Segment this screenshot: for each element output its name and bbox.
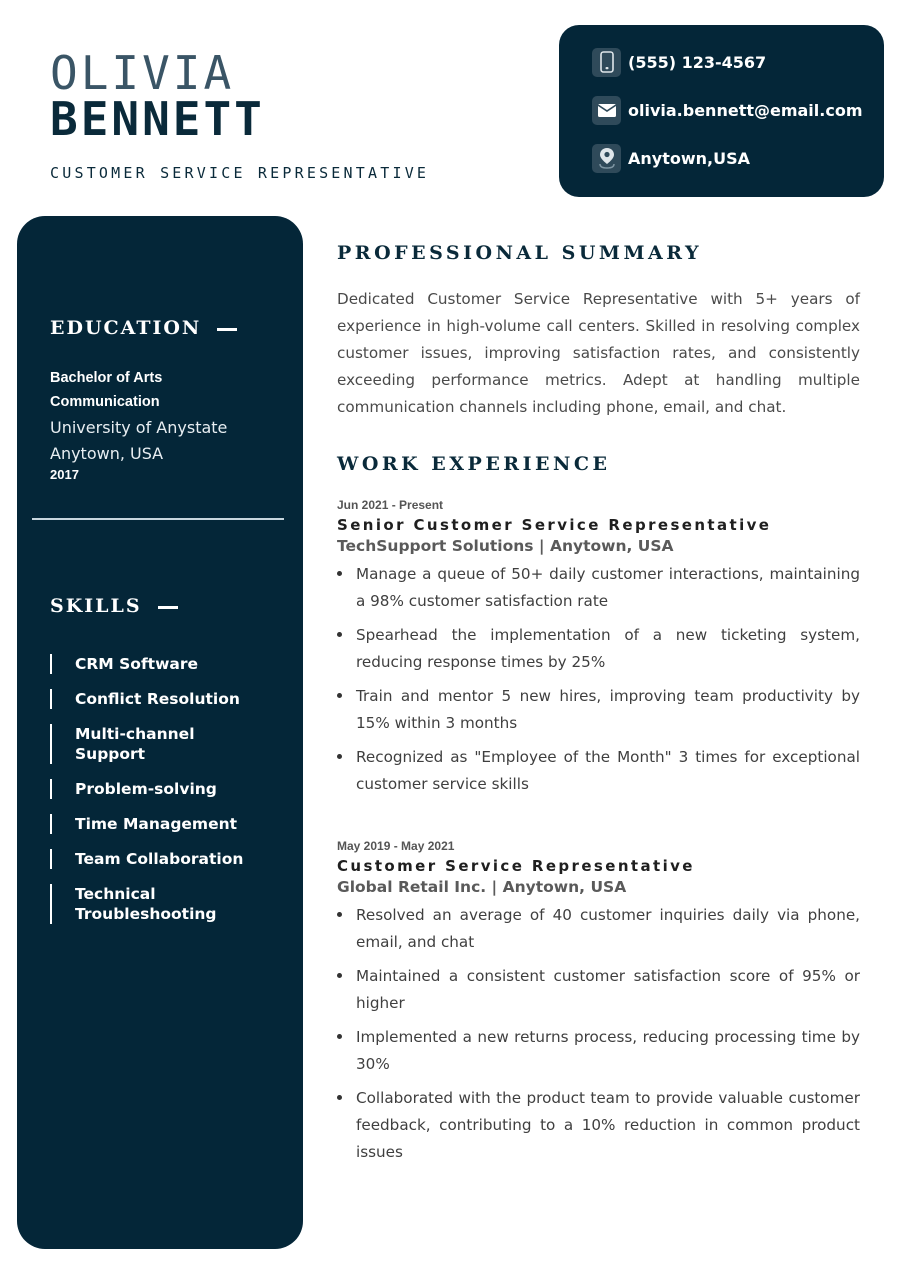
skill-item: Multi-channel Support — [50, 724, 200, 764]
summary-heading: PROFESSIONAL SUMMARY — [337, 242, 703, 264]
job-company: Global Retail Inc. | Anytown, USA — [337, 878, 627, 896]
skill-item: Technical Troubleshooting — [50, 884, 200, 924]
job-entry — [337, 839, 860, 1173]
last-name: BENNETT — [50, 92, 265, 146]
education-heading — [50, 317, 237, 339]
job-bullet: Resolved an average of 40 customer inquiries daily via phone, email, and chat — [337, 902, 860, 956]
job-role: Customer Service Representative — [337, 857, 695, 875]
sidebar — [17, 216, 303, 1249]
sidebar-divider — [32, 518, 284, 520]
phone-icon — [592, 48, 621, 77]
education-heading-text: EDUCATION — [50, 317, 202, 339]
education-degree — [50, 366, 162, 414]
skill-item: Team Collaboration — [50, 849, 290, 869]
contact-box — [559, 25, 884, 197]
contact-phone — [592, 47, 884, 77]
education-school-block — [50, 415, 227, 467]
job-company: TechSupport Solutions | Anytown, USA — [337, 537, 674, 555]
job-bullet: Train and mentor 5 new hires, improving team productivity by 15% within 3 months — [337, 683, 860, 737]
job-bullet: Implemented a new returns process, reducing processing time by 30% — [337, 1024, 860, 1078]
degree-line-1: Bachelor of Arts — [50, 370, 163, 386]
job-bullets — [337, 561, 860, 798]
heading-dash — [158, 606, 178, 609]
job-dates: May 2019 - May 2021 — [337, 839, 455, 853]
location-text: Anytown,USA — [628, 148, 750, 168]
job-bullet: Collaborated with the product team to provide valuable customer feedback, contributing to a 10% reduction in common product issues — [337, 1085, 860, 1166]
skill-item: Conflict Resolution — [50, 689, 290, 709]
job-bullet: Recognized as "Employee of the Month" 3 times for exceptional customer service skills — [337, 744, 860, 798]
degree-line-2: Communication — [50, 394, 160, 410]
first-name: OLIVIA — [50, 46, 235, 100]
summary-text: Dedicated Customer Service Representative with 5+ years of experience in high-volume call centers. Skilled in resolving complex customer issues, improving satisfaction rates, and consistently exceeding performance metrics. Adept at handling multiple communication channels including phone, email, and chat. — [337, 290, 860, 416]
location-pin-icon — [592, 144, 621, 173]
job-bullet: Spearhead the implementation of a new ticketing system, reducing response times by 25% — [337, 622, 860, 676]
job-dates: Jun 2021 - Present — [337, 498, 444, 512]
job-title: CUSTOMER SERVICE REPRESENTATIVE — [50, 164, 430, 182]
skills-heading — [50, 595, 178, 617]
education-school: University of Anystate — [50, 418, 228, 437]
job-bullet: Manage a queue of 50+ daily customer interactions, maintaining a 98% customer satisfaction rate — [337, 561, 860, 615]
experience-heading: WORK EXPERIENCE — [337, 453, 611, 475]
job-bullets — [337, 902, 860, 1166]
skill-item: CRM Software — [50, 654, 290, 674]
heading-dash — [217, 328, 237, 331]
skills-heading-text: SKILLS — [50, 595, 142, 617]
contact-location — [592, 143, 884, 173]
education-year: 2017 — [50, 467, 79, 482]
email-address[interactable]: olivia.bennett@email.com — [628, 100, 863, 120]
name-block — [50, 46, 265, 146]
skills-list — [50, 654, 290, 939]
skill-item: Time Management — [50, 814, 290, 834]
education-location: Anytown, USA — [50, 444, 164, 463]
skill-item: Problem-solving — [50, 779, 290, 799]
contact-email — [592, 95, 884, 125]
job-entry — [337, 498, 860, 805]
job-role: Senior Customer Service Representative — [337, 516, 772, 534]
phone-number[interactable]: (555) 123-4567 — [628, 52, 767, 72]
email-icon — [592, 96, 621, 125]
job-bullet: Maintained a consistent customer satisfaction score of 95% or higher — [337, 963, 860, 1017]
